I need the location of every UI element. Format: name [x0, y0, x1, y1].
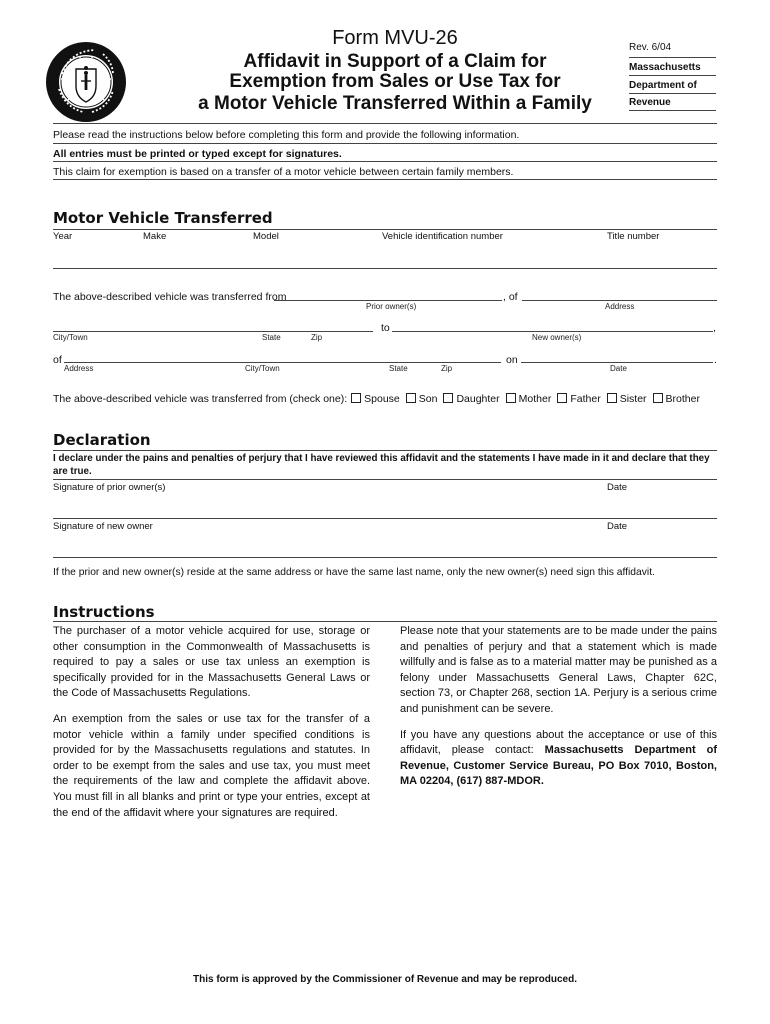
declaration-text: I declare under the pains and penalties of perjury that I have reviewed this affidavit and the statements I have made in it and declare that they are true.: [53, 453, 710, 477]
daughter-checkbox[interactable]: [443, 393, 453, 403]
sig-prior-field[interactable]: [53, 518, 717, 519]
prior-city-state-zip-field[interactable]: [53, 331, 373, 332]
sig-prior-date-label: Date: [607, 482, 628, 493]
form-title-line-1: Affidavit in Support of a Claim for: [243, 51, 547, 72]
brother-checkbox[interactable]: [653, 393, 663, 403]
prior-owners-label: Prior owner(s): [366, 302, 417, 311]
comma-text: ,: [713, 322, 716, 334]
instructions-right-p1: Please note that your statements are to be made under the pains and penalties of perjury and that a statement which is made willfully and is false as to a material matter may be punished as a felony under Massachusetts General Laws, Chapter 62C, section 73, or Chapter 268, section 1A. Perjury is a serious crime and punishment can be severe.: [400, 625, 717, 715]
father-label: Father: [570, 393, 601, 405]
relationship-row: [53, 393, 700, 405]
sig-new-field[interactable]: [53, 557, 717, 558]
brother-label: Brother: [665, 393, 700, 405]
to-text: to: [381, 322, 390, 334]
sister-checkbox[interactable]: [607, 393, 617, 403]
agency-line-1: Massachusetts: [629, 62, 701, 73]
instructions-right-p2: If you have any questions about the acceptance or use of this affidavit, please contact:: [400, 728, 717, 757]
of-text: of: [53, 354, 62, 366]
model-label: Model: [253, 231, 279, 242]
son-checkbox[interactable]: [406, 393, 416, 403]
signature-note: If the prior and new owner(s) reside at the same address or have the same last name, only the new owner(s) need sign this affidavit.: [53, 567, 655, 578]
new-owner-address-field[interactable]: [64, 362, 501, 363]
daughter-label: Daughter: [456, 393, 500, 405]
footer-text: This form is approved by the Commissioner of Revenue and may be reproduced.: [193, 974, 577, 985]
prior-owner-field[interactable]: [274, 300, 502, 301]
city-town-label: City/Town: [53, 333, 88, 342]
spouse-label: Spouse: [364, 393, 400, 405]
declaration-heading: Declaration: [53, 431, 151, 449]
prior-owner-address-field[interactable]: [522, 300, 717, 301]
comma-of-text: , of: [503, 291, 518, 303]
agency-line-2: Department of: [629, 80, 697, 91]
contact-info: Massachusetts Department of Revenue, Customer Service Bureau, PO Box 7010, Boston, MA 02204, (617) 887-MDOR.: [400, 744, 717, 788]
instructions-right-column: [400, 624, 717, 790]
form-number: Form MVU-26: [332, 27, 458, 49]
transfer-date-field[interactable]: [521, 362, 713, 363]
year-label: Year: [53, 231, 73, 242]
state-label: State: [262, 333, 281, 342]
intro-line-3: This claim for exemption is based on a transfer of a motor vehicle between certain family members.: [53, 166, 514, 178]
instructions-left-p2: An exemption from the sales or use tax for the transfer of a motor vehicle within a family under specified conditions is provided for by the Massachusetts regulations and statutes. In order to be exempt from the sales and use tax, you must meet the requirements of the law and complete the affidavit above. You must fill in all blanks and print or type your entries, except at the end of the affidavit where your signatures are required.: [53, 712, 370, 819]
vehicle-info-field[interactable]: [53, 268, 717, 269]
form-title-line-2: Exemption from Sales or Use Tax for: [229, 71, 561, 92]
on-text: on: [506, 354, 518, 366]
instructions-left-column: [53, 624, 370, 821]
intro-line-1: Please read the instructions below before completing this form and provide the following information.: [53, 129, 520, 141]
sig-new-date-label: Date: [607, 521, 628, 532]
new-city-town-label: City/Town: [245, 364, 280, 373]
father-checkbox[interactable]: [557, 393, 567, 403]
vin-label: Vehicle identification number: [382, 231, 503, 242]
intro-line-2: All entries must be printed or typed except for signatures.: [53, 148, 342, 160]
new-owner-field[interactable]: [392, 331, 713, 332]
department-seal: [45, 41, 127, 123]
zip-label: Zip: [311, 333, 323, 342]
sister-label: Sister: [619, 393, 647, 405]
new-owners-label: New owner(s): [532, 333, 582, 342]
agency-line-3: Revenue: [629, 97, 671, 108]
form-title-line-3: a Motor Vehicle Transferred Within a Family: [198, 93, 592, 114]
sig-new-label: Signature of new owner: [53, 521, 153, 532]
check-one-text: The above-described vehicle was transferred from (check one):: [53, 393, 348, 405]
instructions-heading: Instructions: [53, 603, 155, 621]
new-address-label: Address: [64, 364, 94, 373]
title-number-label: Title number: [607, 231, 660, 242]
mother-checkbox[interactable]: [506, 393, 516, 403]
prior-address-label: Address: [605, 302, 635, 311]
new-state-label: State: [389, 364, 408, 373]
make-label: Make: [143, 231, 167, 242]
instructions-left-p1: The purchaser of a motor vehicle acquired for use, storage or other consumption in the Commonwealth of Massachusetts is required to pay a sales or use tax unless an exemption is specifically provided for in the Massachusetts General Laws or the Code of Massachusetts Regulations.: [53, 625, 370, 700]
period-text: .: [714, 354, 717, 366]
revision-date: Rev. 6/04: [629, 42, 672, 53]
spouse-checkbox[interactable]: [351, 393, 361, 403]
mother-label: Mother: [518, 393, 552, 405]
new-zip-label: Zip: [441, 364, 453, 373]
vehicle-section-heading: Motor Vehicle Transferred: [53, 209, 273, 227]
transferred-from-text: The above-described vehicle was transferred from: [53, 291, 287, 303]
sig-prior-label: Signature of prior owner(s): [53, 482, 166, 493]
son-label: Son: [418, 393, 438, 405]
date-label: Date: [610, 364, 627, 373]
